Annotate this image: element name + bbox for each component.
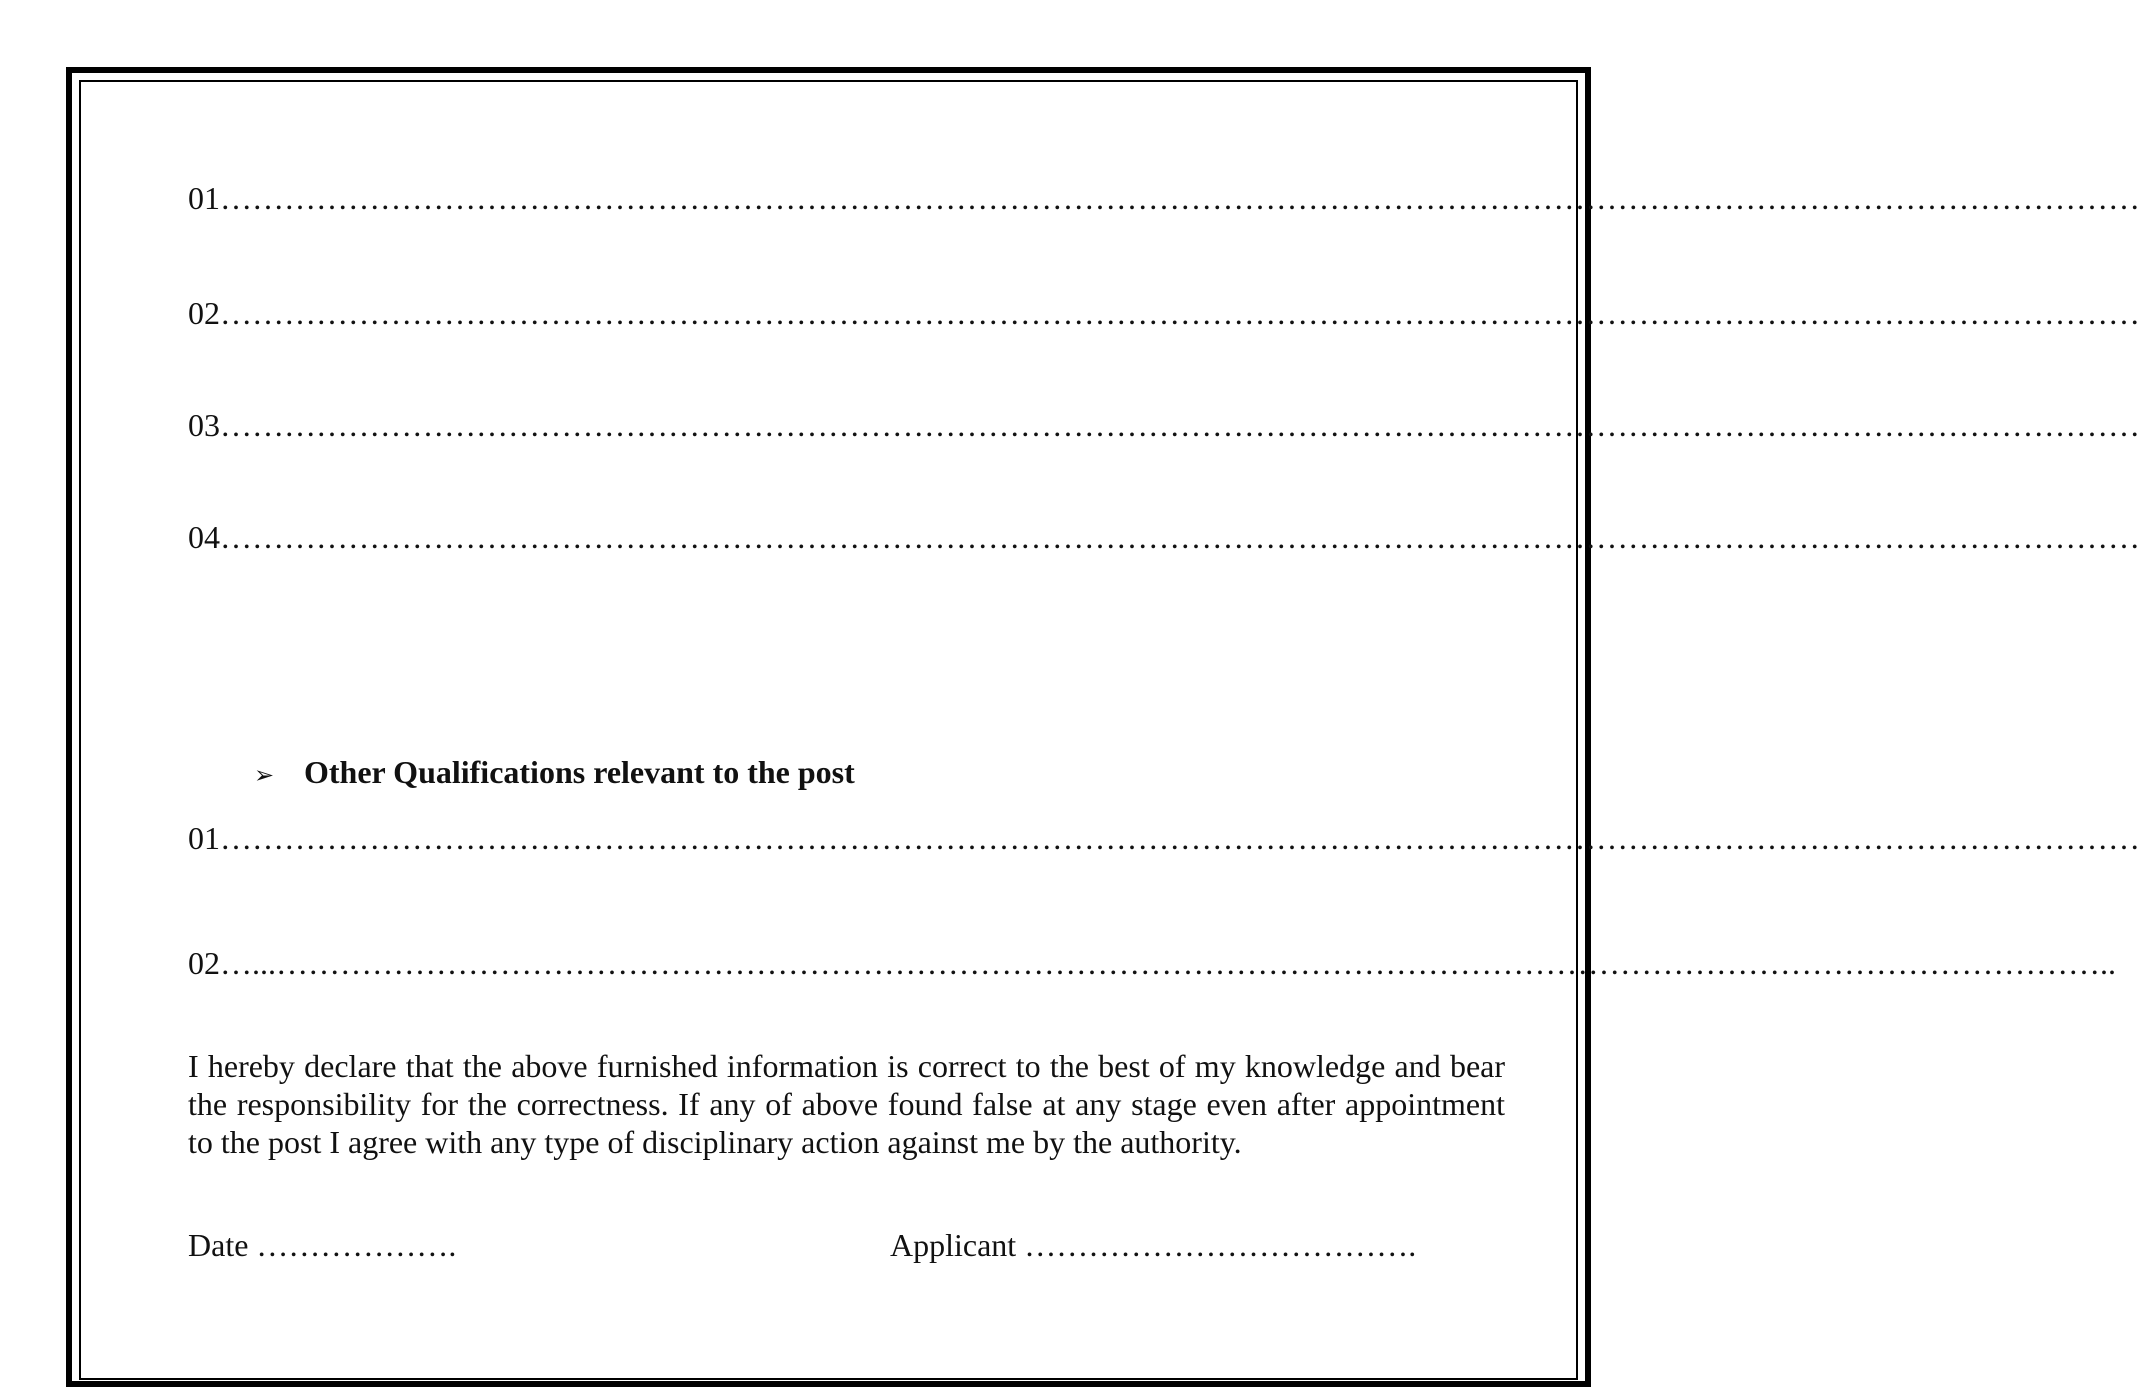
other-qualification-line-01[interactable]: 01………………………………………………………………………………………………………………………………………………………………: [188, 820, 2140, 856]
declaration-paragraph: I hereby declare that the above furnished information is correct to the best of my knowledge and bear the responsibility for the correctness. If any of above found false at any stage even after appointment to the post I agree with any type of disciplinary action against me by the authority.: [188, 1048, 1505, 1160]
other-qualifications-heading: [238, 712, 855, 795]
qualification-line-01[interactable]: 01………………………………………………………………………………………………………………………………………………………………: [188, 180, 2140, 216]
qualification-line-03[interactable]: 03………………………………………………………………………………………………………………………………………………………………: [188, 407, 2140, 443]
applicant-signature-field[interactable]: Applicant ……………………………….: [890, 1227, 1417, 1263]
arrowhead-bullet-icon: ➢: [254, 761, 275, 789]
qualification-line-02[interactable]: 02………………………………………………………………………………………………………………………………………………………………: [188, 295, 2140, 331]
qualification-line-04[interactable]: 04………………………………………………………………………………………………………………………………………………………………: [188, 519, 2140, 555]
other-qualification-line-02[interactable]: 02…...………………………………………………………………………………………………………………………………………………………..: [188, 945, 2116, 981]
other-qualifications-title: Other Qualifications relevant to the post: [304, 754, 855, 790]
date-field[interactable]: Date ……………….: [188, 1227, 457, 1263]
